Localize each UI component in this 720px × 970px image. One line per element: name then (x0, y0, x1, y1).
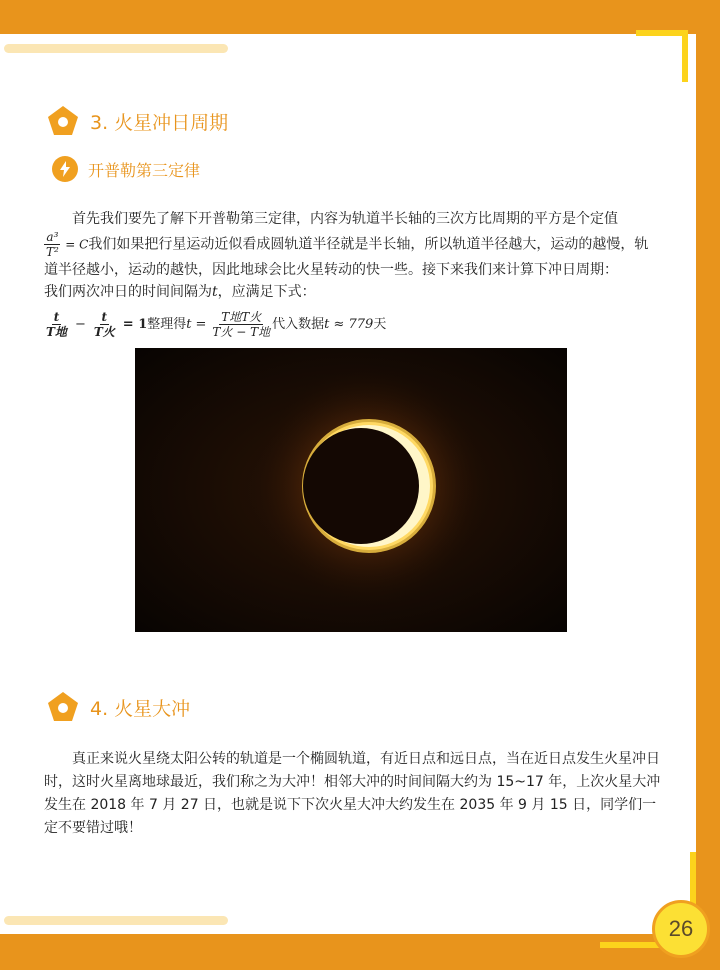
t-over-t-earth (44, 310, 69, 339)
great-opposition-paragraph: 真正来说火星绕太阳公转的轨道是一个椭圆轨道，有近日点和远日点，当在近日点发生火星冲日时，这时火星离地球最近，我们称之为大冲！相邻大冲的时间间隔大约为 15~17 年，上次火星大冲发生在 2018 年 7 月 27 日，也就是说下下次火星大冲大约发生在 2035 年 9 月 15 日，同学们一定不要错过哦！ (44, 751, 661, 836)
eq-unit: 天 (373, 316, 387, 332)
eq-numerator-2: t (101, 310, 108, 324)
interval-text: 我们两次冲日的时间间隔为 (44, 284, 212, 300)
top-decor-strip (4, 44, 228, 53)
eq-minus: − (74, 316, 86, 332)
eq-rearrange-text: 整理得 (147, 316, 187, 332)
kepler-paragraph-cont (44, 230, 660, 281)
interval-text-end: ，应满足下式： (217, 284, 316, 300)
interval-variable: t (212, 284, 218, 300)
eq-denominator-1: T地 (46, 325, 67, 339)
interval-sentence (44, 281, 660, 303)
kepler-paragraph-text: 我们如果把行星运动近似看成圆轨道半径就是半长轴，所以轨道半径越大，运动的越慢，轨道半径越小，运动的越快，因此地球会比火星转动的快一些。接下来我们来计算下冲日周期： (44, 236, 649, 278)
fraction-denominator: T² (46, 245, 59, 259)
section-4-heading (46, 690, 190, 724)
eq-equals-one: = 1 (122, 316, 148, 332)
period-denominator: T火 − T地 (212, 325, 271, 339)
section-3-heading (46, 104, 228, 138)
pentagon-bullet-icon (46, 690, 80, 724)
lightning-icon (52, 156, 78, 182)
pentagon-bullet-icon (46, 104, 80, 138)
a3-over-t2-fraction (44, 230, 61, 259)
eq-substitute-text: 代入数据 (272, 316, 325, 332)
bottom-decor-strip (4, 916, 228, 925)
period-fraction (210, 310, 272, 339)
eq-result: t ≈ 779 (324, 316, 374, 332)
t-over-t-mars (92, 310, 117, 339)
annular-eclipse-photo (135, 348, 567, 632)
fraction-numerator: a³ (46, 230, 59, 244)
kepler-subheading (52, 156, 200, 182)
synodic-equation (44, 310, 660, 339)
eq-denominator-2: T火 (93, 325, 115, 339)
right-frame-bar (696, 0, 720, 970)
section-3-title: 3. 火星冲日周期 (90, 111, 229, 134)
eq-equals: = (195, 316, 207, 332)
kepler-paragraph (44, 208, 660, 303)
eq-t-variable: t (186, 316, 192, 332)
page-number: 26 (652, 900, 710, 958)
period-numerator: T地T火 (221, 310, 262, 324)
section-4-title: 4. 火星大冲 (90, 697, 191, 720)
equals-c: = C (65, 237, 89, 252)
eq-numerator-1: t (53, 310, 60, 324)
kepler-subtitle: 开普勒第三定律 (88, 160, 201, 180)
top-right-corner-mark (636, 30, 688, 82)
kepler-paragraph-line1: 首先我们要先了解下开普勒第三定律，内容为轨道半长轴的三次方比周期的平方是个定值 (72, 211, 618, 227)
top-frame-bar (0, 0, 720, 34)
